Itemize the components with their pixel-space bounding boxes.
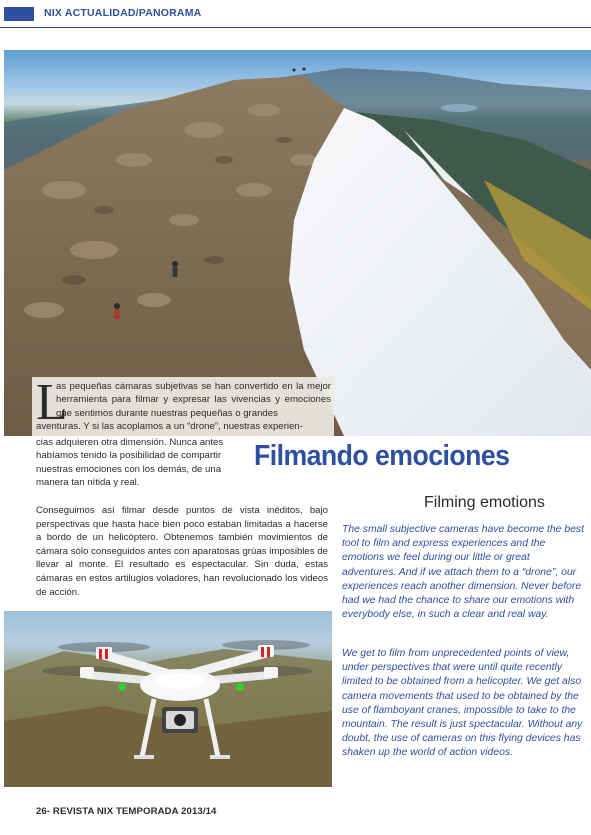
header-color-block <box>4 7 34 21</box>
english-subtitle: Filming emotions <box>424 494 545 511</box>
english-paragraph-2: We get to film from unprecedented points of view, under perspectives that were until quite recently limited to be obtained from a helicopter. We get also camera movements that used to be obtained by the use of flamboyant cranes, impossible to take to the mountain. The result is just spectacular. Without any doubt, the use of cameras on this flying devices has shaken up the world of action videos. <box>342 648 583 759</box>
article-title: Filmando emociones <box>254 440 510 472</box>
section-title: NIX ACTUALIDAD/PANORAMA <box>44 7 202 19</box>
spanish-body-paragraph: Conseguimos así filmar desde puntos de vista inéditos, bajo perspectivas que hasta hace bien poco estaban limitadas a hacerse a bordo de un helicóptero. Obtenemos también movimientos de cámara sólo conseguidos antes con aparatosas grúas imposibles de llevar al monte. El resultado es espectacular. Sin duda, estas cámaras en estos artilugios voladores, han revolucionado los videos de acción. <box>36 505 328 598</box>
page-footer: 26- REVISTA NIX TEMPORADA 2013/14 <box>36 806 217 817</box>
intro-continuation: cias adquieren otra dimensión. Nunca antes habíamos tenido la posibilidad de compartir nuestras emociones con los demás, de una manera tan nítida y real. <box>36 437 224 489</box>
english-paragraph-1: The small subjective cameras have become the best tool to film and express experiences and the emotions we feel during our little or great adventures. And if we attach them to a “drone”, our experiences reach another dimension. Never before had we had the chance to share our emotions with everybody else, in such a clear and real way. <box>342 524 584 621</box>
drop-cap: L <box>36 374 68 431</box>
intro-first-lines: as pequeñas cámaras subjetivas se han convertido en la mejor herramienta para filmar y expresar las vivencias y emociones que sentimos durante nuestras pequeñas o grandes <box>56 381 331 419</box>
drone-photo <box>4 611 332 787</box>
intro-last-line: aventuras. Y si las acoplamos a un “drone”, nuestras experien- <box>36 421 303 432</box>
page-header <box>0 0 591 34</box>
quadcopter-illustration <box>4 611 332 787</box>
header-rule <box>0 27 591 28</box>
